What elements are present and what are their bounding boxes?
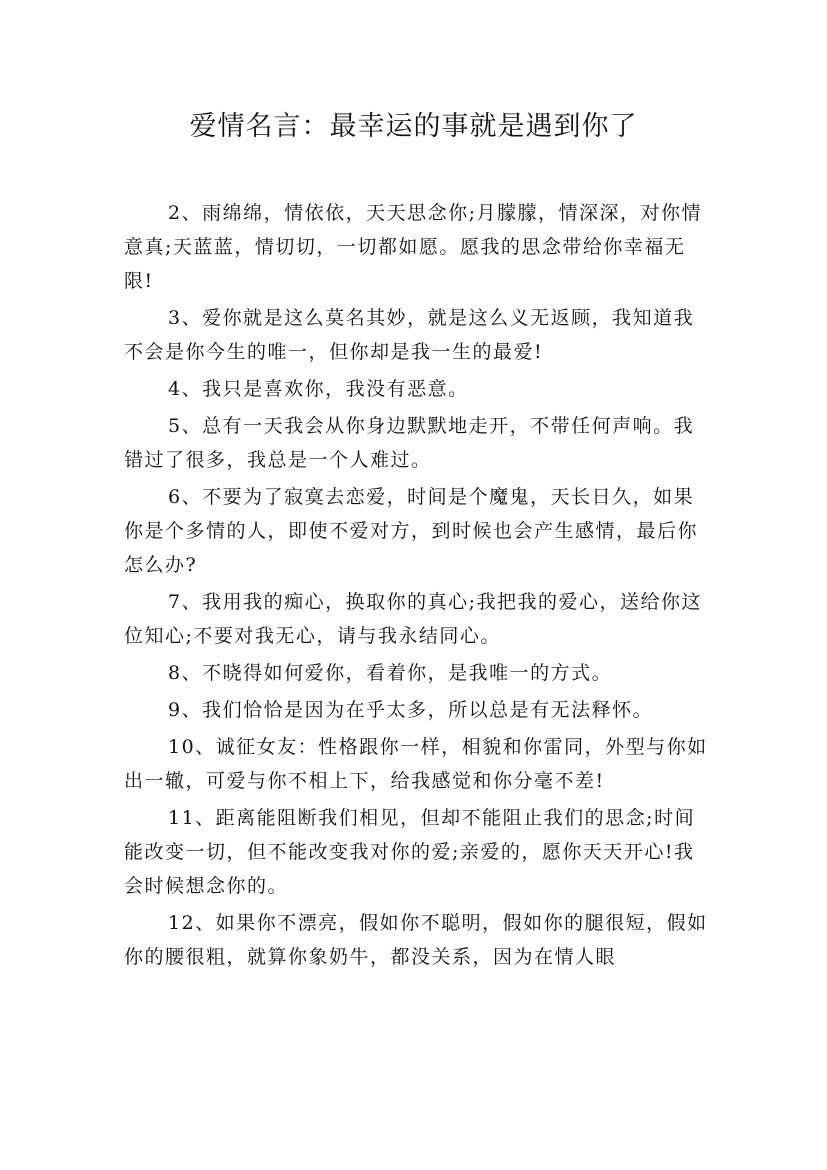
paragraph: 3、爱你就是这么莫名其妙，就是这么义无返顾，我知道我不会是你今生的唯一，但你却是我一生的最爱! [124,307,695,363]
paragraph: 5、总有一天我会从你身边默默地走开，不带任何声响。我错过了很多，我总是一个人难过。 [124,415,695,471]
paragraph: 4、我只是喜欢你，我没有恶意。 [168,378,469,400]
paragraph: 8、不晓得如何爱你，看着你，是我唯一的方式。 [168,662,613,684]
paragraph: 2、雨绵绵，情依依，天天思念你;月朦朦，情深深，对你情意真;天蓝蓝，情切切，一切都如愿。愿我的思念带给你幸福无限! [124,202,702,292]
paragraph: 9、我们恰恰是因为在乎太多，所以总是有无法释怀。 [168,699,654,721]
paragraph: 10、诚征女友：性格跟你一样，相貌和你雷同，外型与你如出一辙，可爱与你不相上下，给我感觉和你分毫不差! [124,736,708,792]
document-body [124,196,714,977]
paragraph: 12、如果你不漂亮，假如你不聪明，假如你的腿很短，假如你的腰很粗，就算你象奶牛，都没关系，因为在情人眼 [124,912,708,968]
paragraph: 11、距离能阻断我们相见，但却不能阻止我们的思念;时间能改变一切，但不能改变我对你的爱;亲爱的，愿你天天开心!我会时候想念你的。 [124,807,696,897]
paragraph: 7、我用我的痴心，换取你的真心;我把我的爱心，送给你这位知心;不要对我无心，请与我永结同心。 [124,591,702,647]
paragraph: 6、不要为了寂寞去恋爱，时间是个魔鬼，天长日久，如果你是个多情的人，即使不爱对方，到时候也会产生感情，最后你怎么办? [124,486,699,576]
document-title: 爱情名言：最幸运的事就是遇到你了 [189,111,638,142]
